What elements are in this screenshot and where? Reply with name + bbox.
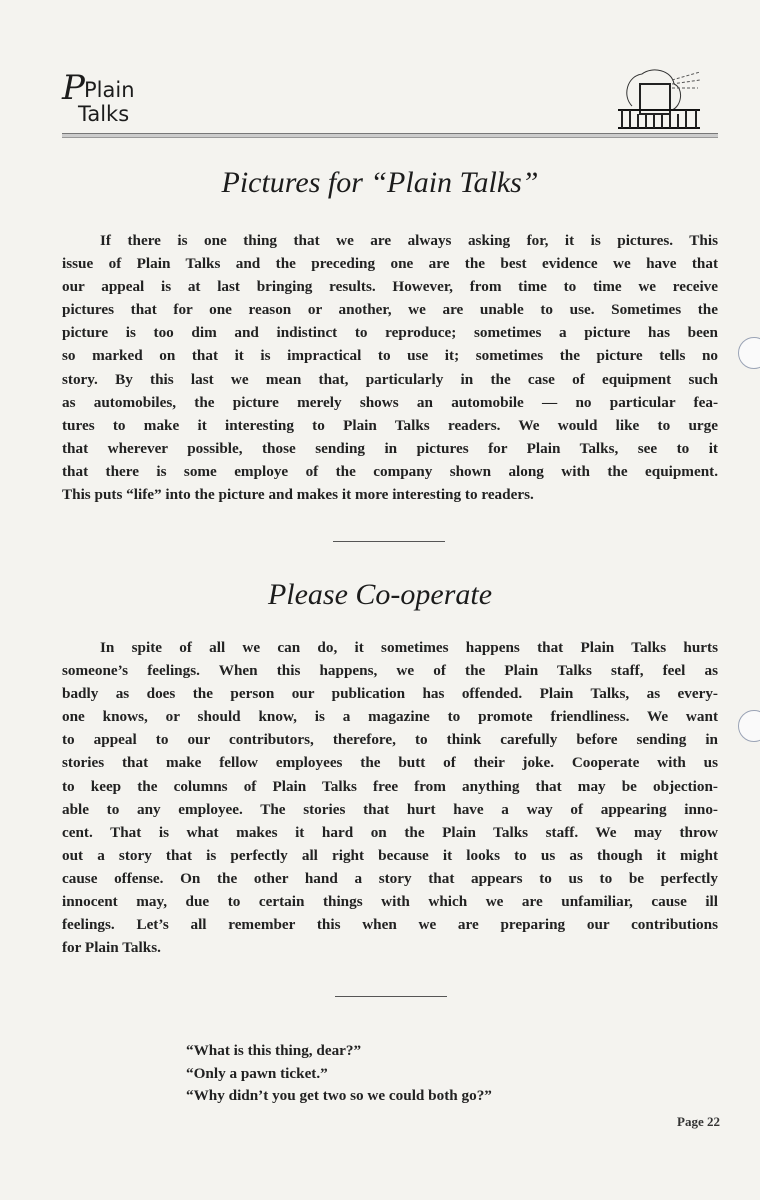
section-divider: [335, 996, 447, 997]
text-line: out a story that is perfectly all right because it looks to us as though it might: [62, 846, 718, 864]
text-line: innocent may, due to certain things with which we are unfamiliar, cause ill: [62, 893, 718, 911]
text-line: our appeal is at last bringing results. However, from time to time we receive: [62, 278, 718, 296]
article-body-cooperate: [62, 636, 718, 959]
text-line: that wherever possible, those sending in pictures for Plain Talks, see to it: [62, 439, 718, 457]
text-line: able to any employee. The stories that hurt have a way of appearing inno-: [62, 800, 718, 818]
binder-hole: [738, 337, 760, 369]
joke-line: “Why didn’t you get two so we could both go?”: [186, 1087, 492, 1104]
text-line: cause offense. On the other hand a story that appears to us to be perfectly: [62, 869, 718, 887]
text-line: one knows, or should know, is a magazine to promote friendliness. We want: [62, 708, 718, 726]
page-number: Page 22: [677, 1114, 720, 1129]
text-line: tures to make it interesting to Plain Talks readers. We would like to urge: [62, 416, 718, 434]
text-line: someone’s feelings. When this happens, we of the Plain Talks staff, feel as: [62, 662, 718, 680]
logo-letter: P: [62, 68, 85, 108]
text-line: as automobiles, the picture merely shows an automobile — no particular fea-: [62, 393, 718, 411]
logo-line-1: Plain: [84, 78, 135, 102]
plain-talks-logo: [62, 68, 152, 132]
text-line: stories that make fellow employees the butt of their joke. Cooperate with us: [62, 754, 718, 772]
text-line: badly as does the person our publication has offended. Plain Talks, as every-: [62, 685, 718, 703]
factory-illustration-icon: [612, 66, 704, 132]
text-line: picture is too dim and indistinct to reproduce; sometimes a picture has been: [62, 324, 718, 342]
text-line: issue of Plain Talks and the preceding one are the best evidence we have that: [62, 255, 718, 273]
text-line: cent. That is what makes it hard on the Plain Talks staff. We may throw: [62, 823, 718, 841]
article-title-pictures: Pictures for “Plain Talks”: [221, 166, 539, 199]
text-line: to keep the columns of Plain Talks free from anything that may be objection-: [62, 777, 718, 795]
article-title-cooperate: Please Co-operate: [267, 578, 493, 611]
text-line: story. By this last we mean that, particularly in the case of equipment such: [62, 370, 718, 388]
joke-line: “Only a pawn ticket.”: [186, 1064, 328, 1082]
joke-line: “What is this thing, dear?”: [186, 1042, 362, 1059]
text-line: that there is some employe of the company shown along with the equipment.: [62, 462, 718, 480]
section-divider: [333, 541, 445, 542]
text-line: to appeal to our contributors, therefore, to think carefully before sending in: [62, 731, 718, 749]
text-line: pictures that for one reason or another, we are unable to use. Sometimes the: [62, 301, 718, 319]
text-line: This puts “life” into the picture and makes it more interesting to readers.: [62, 486, 534, 504]
text-line: for Plain Talks.: [62, 939, 161, 957]
header-rule: [62, 133, 718, 138]
text-line: feelings. Let’s all remember this when we are preparing our contributions: [62, 916, 718, 934]
binder-hole: [738, 710, 760, 742]
text-line: In spite of all we can do, it sometimes happens that Plain Talks hurts: [100, 639, 718, 656]
joke-quote: [186, 1040, 492, 1108]
text-line: If there is one thing that we are always asking for, it is pictures. This: [100, 232, 718, 249]
text-line: so marked on that it is impractical to use it; sometimes the picture tells no: [62, 347, 718, 365]
article-body-pictures: [62, 229, 718, 506]
logo-line-2: Talks: [78, 102, 130, 126]
